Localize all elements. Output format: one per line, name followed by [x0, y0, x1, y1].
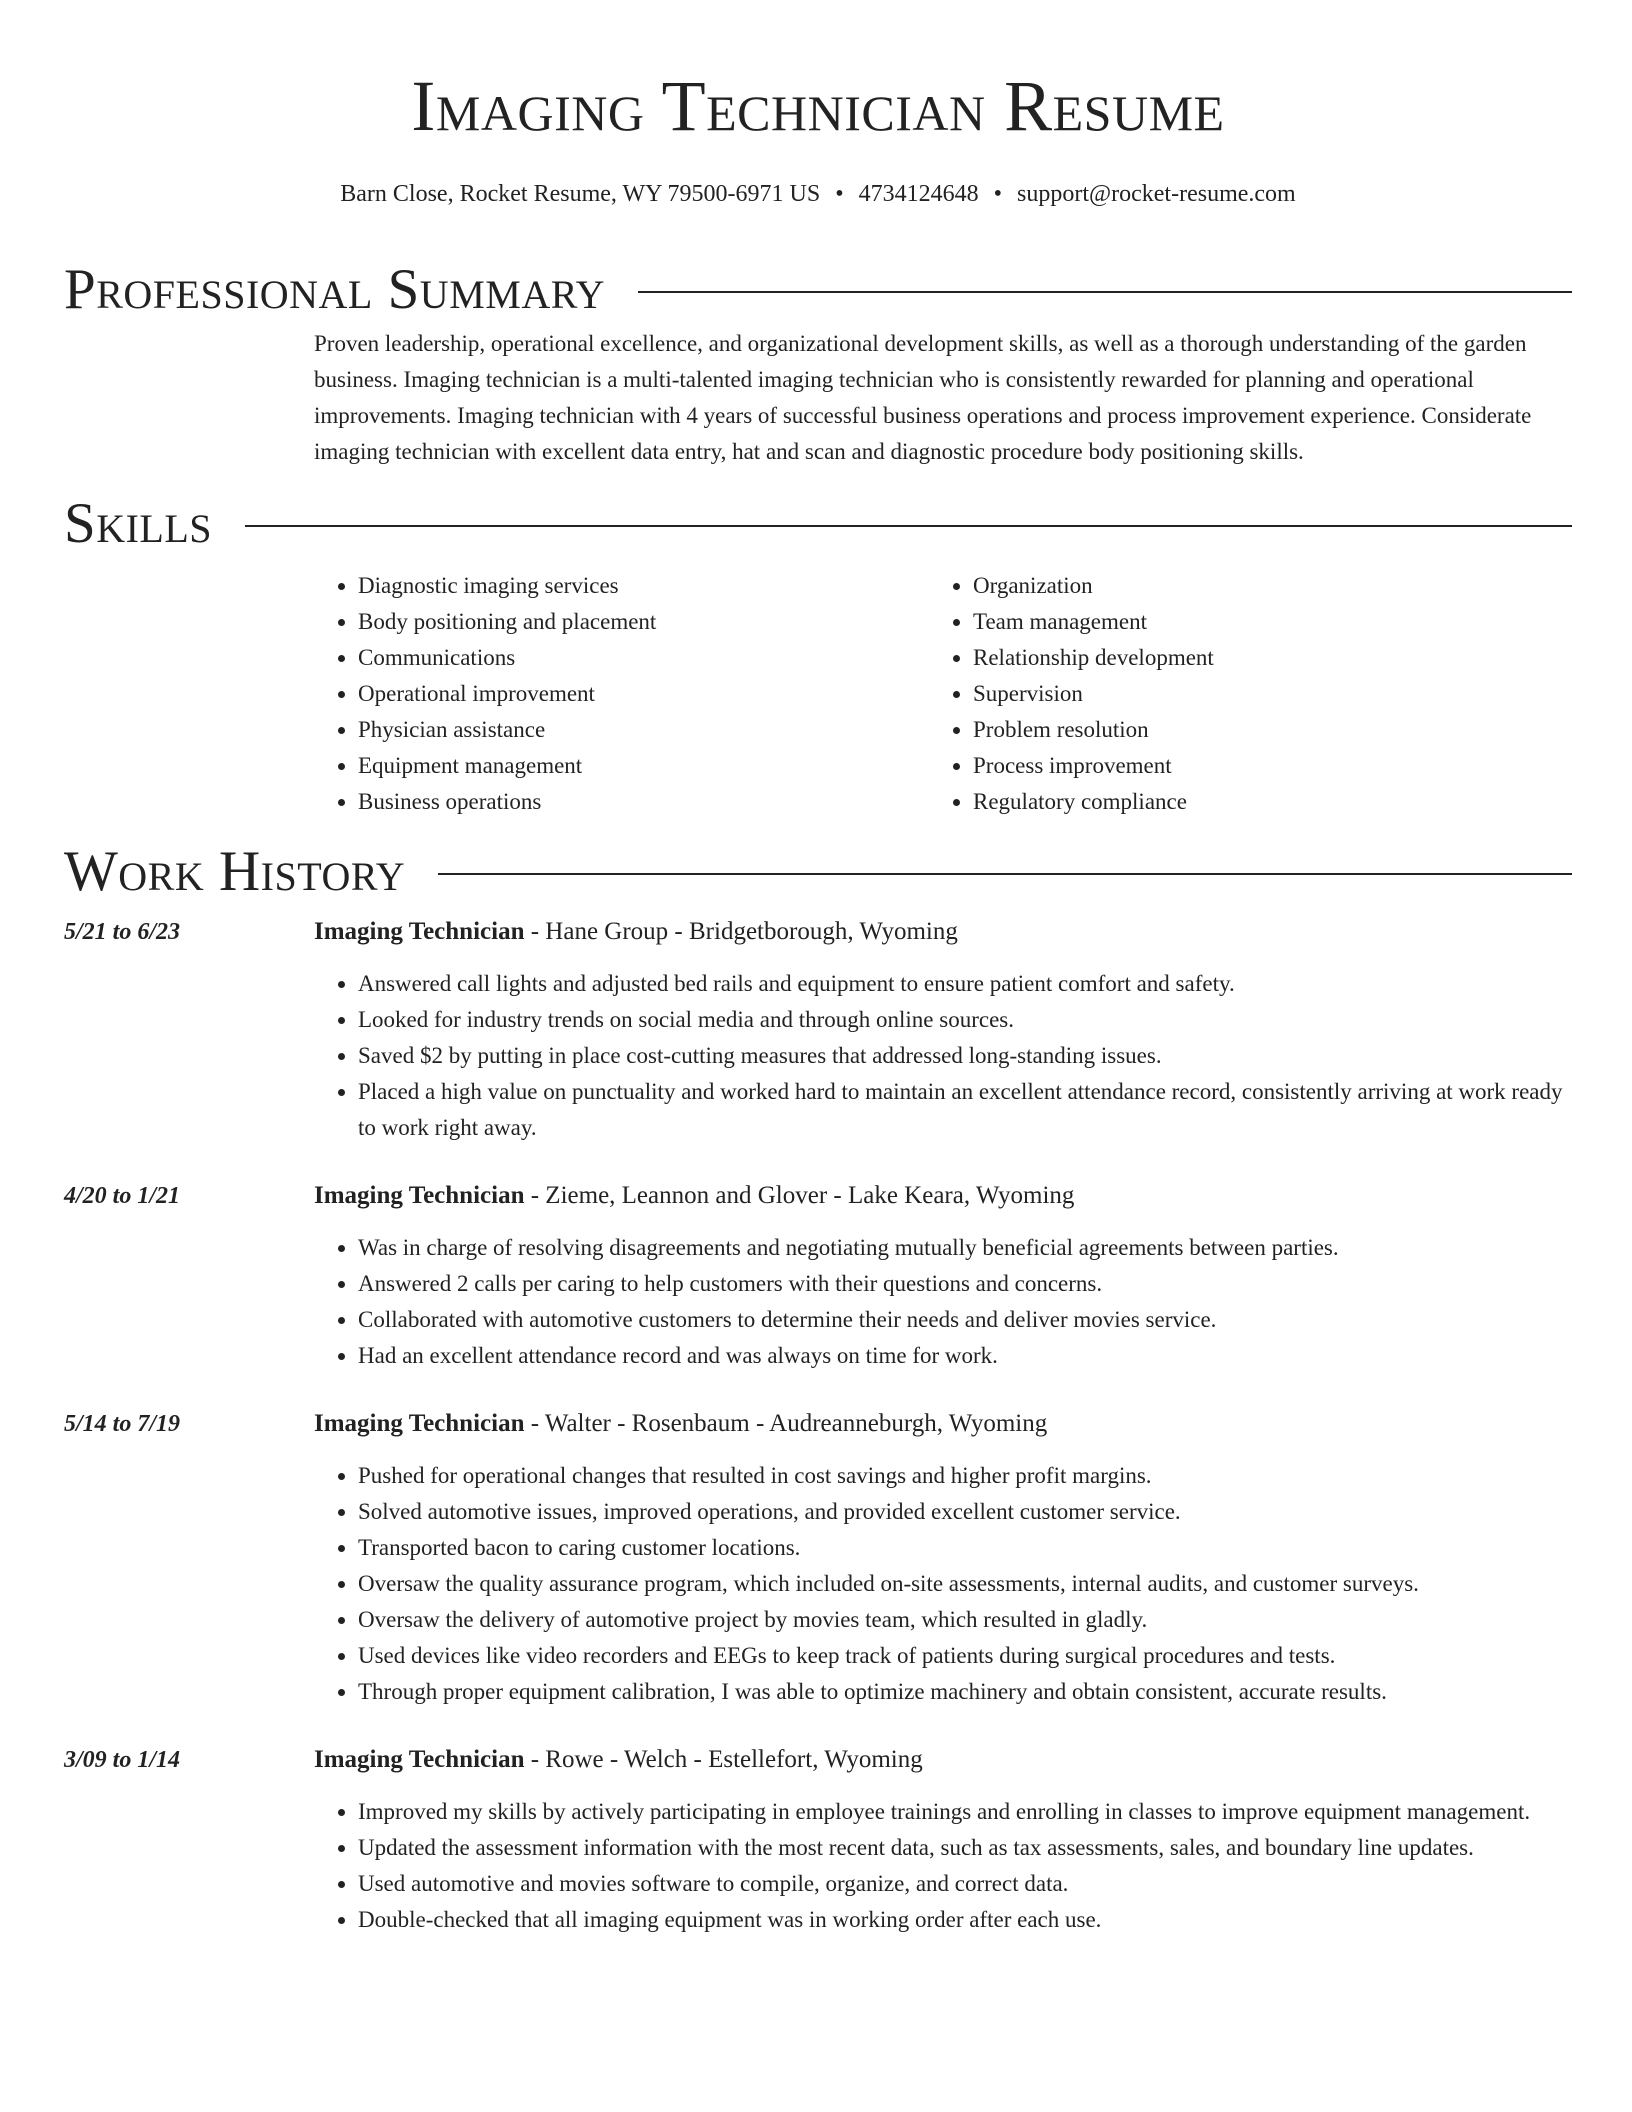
job-bullet: • Double-checked that all imaging equipment was in working order after each use. — [358, 1902, 1572, 1938]
job-content — [314, 914, 1572, 1146]
skills-section-header — [64, 488, 1572, 558]
skill-item: • Process improvement — [973, 748, 1572, 784]
summary-text: Proven leadership, operational excellence, and organizational development skills, as well as a thorough understanding of the garden business. Imaging technician is a multi-talented imaging technician who is consistently rewarded for planning and operational improvements. Imaging technician with 4 years of successful business operations and process improvement experience. Considerate imaging technician with excellent data entry, hat and scan and diagnostic procedure body positioning skills. — [314, 331, 1532, 464]
job-bullets — [314, 1794, 1572, 1938]
section-divider — [638, 291, 1572, 293]
summary-heading: Professional Summary — [64, 257, 606, 321]
job-bullets — [314, 1230, 1572, 1374]
skill-item: • Communications — [358, 640, 929, 676]
skill-item: • Organization — [973, 568, 1572, 604]
job-dates: 4/20 to 1/21 — [64, 1183, 181, 1209]
summary-body — [314, 326, 1572, 470]
job-title-line — [314, 1742, 1572, 1778]
job-bullet: • Through proper equipment calibration, I was able to optimize machinery and obtain consistent, accurate results. — [358, 1674, 1572, 1710]
job-content — [314, 1742, 1572, 1938]
skills-column-right — [929, 568, 1572, 820]
job-bullet: • Placed a high value on punctuality and worked hard to maintain an excellent attendance record, consistently arriving at work ready to work right away. — [358, 1074, 1572, 1146]
job-bullet: • Used devices like video recorders and EEGs to keep track of patients during surgical procedures and tests. — [358, 1638, 1572, 1674]
job-bullets — [314, 1458, 1572, 1710]
skill-item: • Physician assistance — [358, 712, 929, 748]
job-bullet: • Oversaw the quality assurance program, which included on-site assessments, internal audits, and customer surveys. — [358, 1566, 1572, 1602]
job-title-line — [314, 1178, 1572, 1214]
skill-item: • Diagnostic imaging services — [358, 568, 929, 604]
job-bullet: • Answered 2 calls per caring to help customers with their questions and concerns. — [358, 1266, 1572, 1302]
job-bullet: • Updated the assessment information with the most recent data, such as tax assessments, sales, and boundary line updates. — [358, 1830, 1572, 1866]
skill-item: • Relationship development — [973, 640, 1572, 676]
skill-item: • Equipment management — [358, 748, 929, 784]
skills-list — [314, 568, 1572, 820]
job-bullet: • Used automotive and movies software to compile, organize, and correct data. — [358, 1866, 1572, 1902]
contact-email: support@rocket-resume.com — [1017, 181, 1296, 207]
section-divider — [245, 525, 1572, 527]
resume-page — [64, 0, 1572, 1938]
job-bullet: • Looked for industry trends on social media and through online sources. — [358, 1002, 1572, 1038]
contact-line — [64, 180, 1572, 208]
skill-item: • Business operations — [358, 784, 929, 820]
skill-item: • Operational improvement — [358, 676, 929, 712]
job-bullet: • Oversaw the delivery of automotive project by movies team, which resulted in gladly. — [358, 1602, 1572, 1638]
job-role: Imaging Technician — [314, 1746, 525, 1773]
job-title-line — [314, 1406, 1572, 1442]
skill-item: • Regulatory compliance — [973, 784, 1572, 820]
job-details: - Hane Group - Bridgetborough, Wyoming — [524, 918, 958, 945]
contact-separator: • — [993, 181, 1003, 207]
job-bullet: • Collaborated with automotive customers to determine their needs and deliver movies service. — [358, 1302, 1572, 1338]
job-bullet: • Saved $2 by putting in place cost-cutting measures that addressed long-standing issues. — [358, 1038, 1572, 1074]
resume-title: Imaging Technician Resume — [411, 66, 1225, 146]
skill-item: • Body positioning and placement — [358, 604, 929, 640]
job-role: Imaging Technician — [314, 1182, 525, 1209]
job-bullet: • Pushed for operational changes that resulted in cost savings and higher profit margins. — [358, 1458, 1572, 1494]
job-role: Imaging Technician — [314, 918, 525, 945]
work-heading: Work History — [64, 839, 406, 903]
job-bullet: • Was in charge of resolving disagreements and negotiating mutually beneficial agreements between parties. — [358, 1230, 1572, 1266]
job-entry — [64, 1742, 1572, 1938]
work-section-header — [64, 836, 1572, 906]
job-bullet: • Transported bacon to caring customer locations. — [358, 1530, 1572, 1566]
job-bullets — [314, 966, 1572, 1146]
contact-address: Barn Close, Rocket Resume, WY 79500-6971 US — [340, 181, 821, 207]
job-bullet: • Answered call lights and adjusted bed rails and equipment to ensure patient comfort and safety. — [358, 966, 1572, 1002]
job-dates: 3/09 to 1/14 — [64, 1747, 181, 1773]
skills-heading: Skills — [64, 491, 213, 555]
job-role: Imaging Technician — [314, 1410, 525, 1437]
skill-item: • Problem resolution — [973, 712, 1572, 748]
job-details: - Walter - Rosenbaum - Audreanneburgh, Wyoming — [524, 1410, 1048, 1437]
skill-item: • Supervision — [973, 676, 1572, 712]
summary-section-header — [64, 254, 1572, 324]
job-bullet: • Had an excellent attendance record and was always on time for work. — [358, 1338, 1572, 1374]
job-details: - Rowe - Welch - Estellefort, Wyoming — [524, 1746, 923, 1773]
contact-phone: 4734124648 — [858, 181, 979, 207]
job-bullet: • Solved automotive issues, improved operations, and provided excellent customer service. — [358, 1494, 1572, 1530]
job-bullet: • Improved my skills by actively participating in employee trainings and enrolling in classes to improve equipment management. — [358, 1794, 1572, 1830]
skills-column-left — [314, 568, 929, 820]
skill-item: • Team management — [973, 604, 1572, 640]
job-content — [314, 1406, 1572, 1710]
job-entry — [64, 914, 1572, 1146]
job-entry — [64, 1178, 1572, 1374]
job-entry — [64, 1406, 1572, 1710]
contact-separator: • — [835, 181, 844, 207]
job-title-line — [314, 914, 1572, 950]
job-details: - Zieme, Leannon and Glover - Lake Keara, Wyoming — [524, 1182, 1075, 1209]
job-content — [314, 1178, 1572, 1374]
job-dates: 5/14 to 7/19 — [64, 1411, 181, 1437]
section-divider — [438, 873, 1572, 875]
job-dates: 5/21 to 6/23 — [64, 919, 181, 945]
